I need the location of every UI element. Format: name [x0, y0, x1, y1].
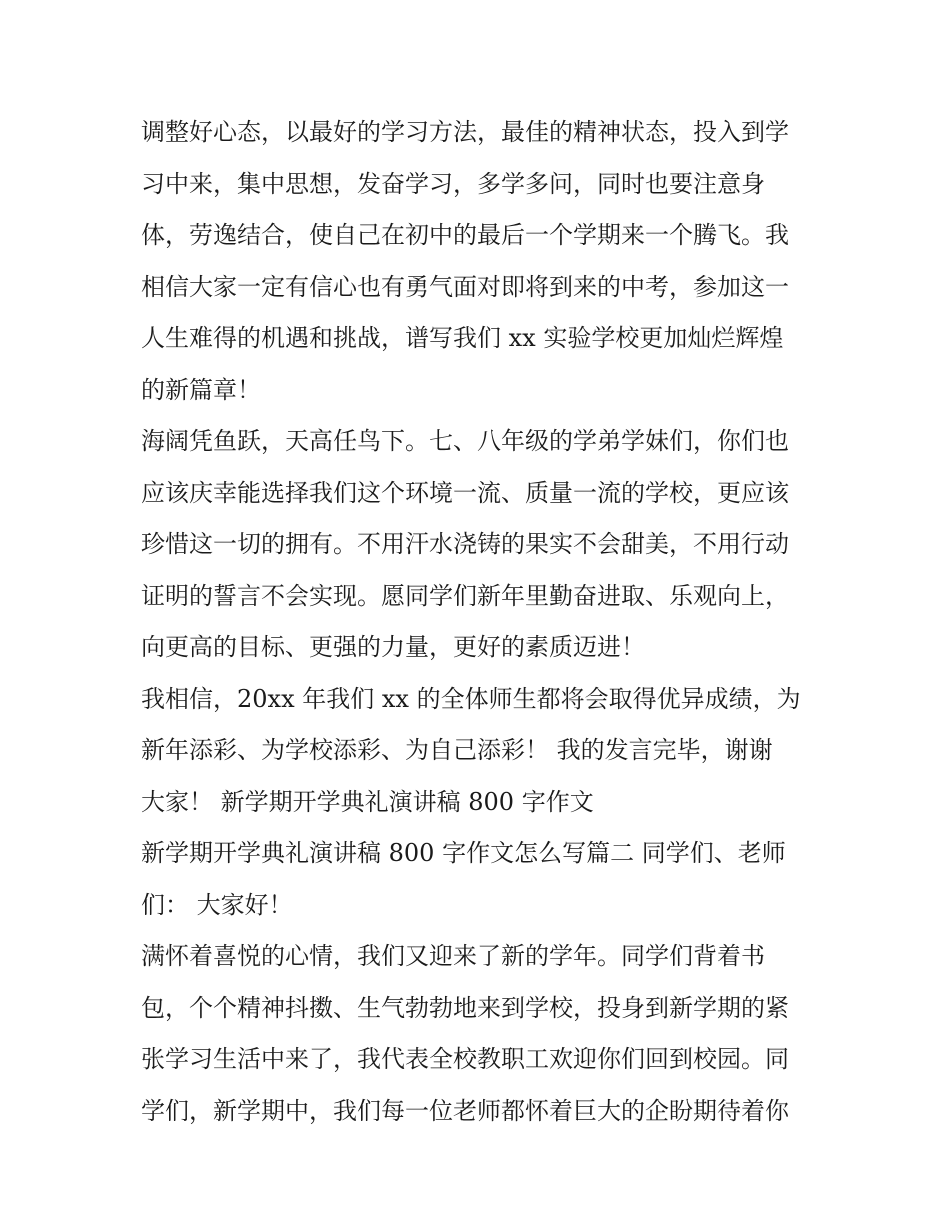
document-body: [141, 107, 821, 1137]
text-line: 调整好心态，以最好的学习方法，最佳的精神状态，投入到学: [141, 118, 789, 146]
text-line: 新学期开学典礼演讲稿 800 字作文怎么写篇二 同学们、老师: [141, 839, 786, 867]
text-line: 相信大家一定有信心也有勇气面对即将到来的中考，参加这一: [141, 272, 789, 301]
text-line: 习中来，集中思想，发奋学习，多学多问，同时也要注意身: [141, 169, 765, 198]
text-line: 人生难得的机遇和挑战，谱写我们 xx 实验学校更加灿烂辉煌: [141, 324, 784, 352]
text-line: 学们，新学期中，我们每一位老师都怀着巨大的企盼期待着你: [141, 1096, 789, 1125]
text-line: 应该庆幸能选择我们这个环境一流、质量一流的学校，更应该: [141, 478, 789, 507]
text-line: 满怀着喜悦的心情，我们又迎来了新的学年。同学们背着书: [141, 942, 765, 970]
text-line: 珍惜这一切的拥有。不用汗水浇铸的果实不会甜美，不用行动: [141, 530, 789, 558]
text-line: 大家！ 新学期开学典礼演讲稿 800 字作文: [141, 787, 594, 816]
text-line: 新年添彩、为学校添彩、为自己添彩！ 我的发言完毕，谢谢: [141, 736, 773, 764]
text-line: 张学习生活中来了，我代表全校教职工欢迎你们回到校园。同: [141, 1045, 789, 1073]
text-line: 海阔凭鱼跃，天高任鸟下。七、八年级的学弟学妹们，你们也: [141, 427, 789, 455]
text-line: 包，个个精神抖擞、生气勃勃地来到学校，投身到新学期的紧: [141, 993, 789, 1022]
text-line: 体，劳逸结合，使自己在初中的最后一个学期来一个腾飞。我: [141, 221, 789, 249]
text-line: 的新篇章！: [141, 375, 261, 404]
text-line: 向更高的目标、更强的力量，更好的素质迈进！: [141, 633, 645, 661]
text-line: 们： 大家好！: [141, 890, 293, 919]
text-line: 我相信，20xx 年我们 xx 的全体师生都将会取得优异成绩，为: [141, 684, 801, 713]
text-line: 证明的誓言不会实现。愿同学们新年里勤奋进取、乐观向上，: [141, 581, 789, 610]
